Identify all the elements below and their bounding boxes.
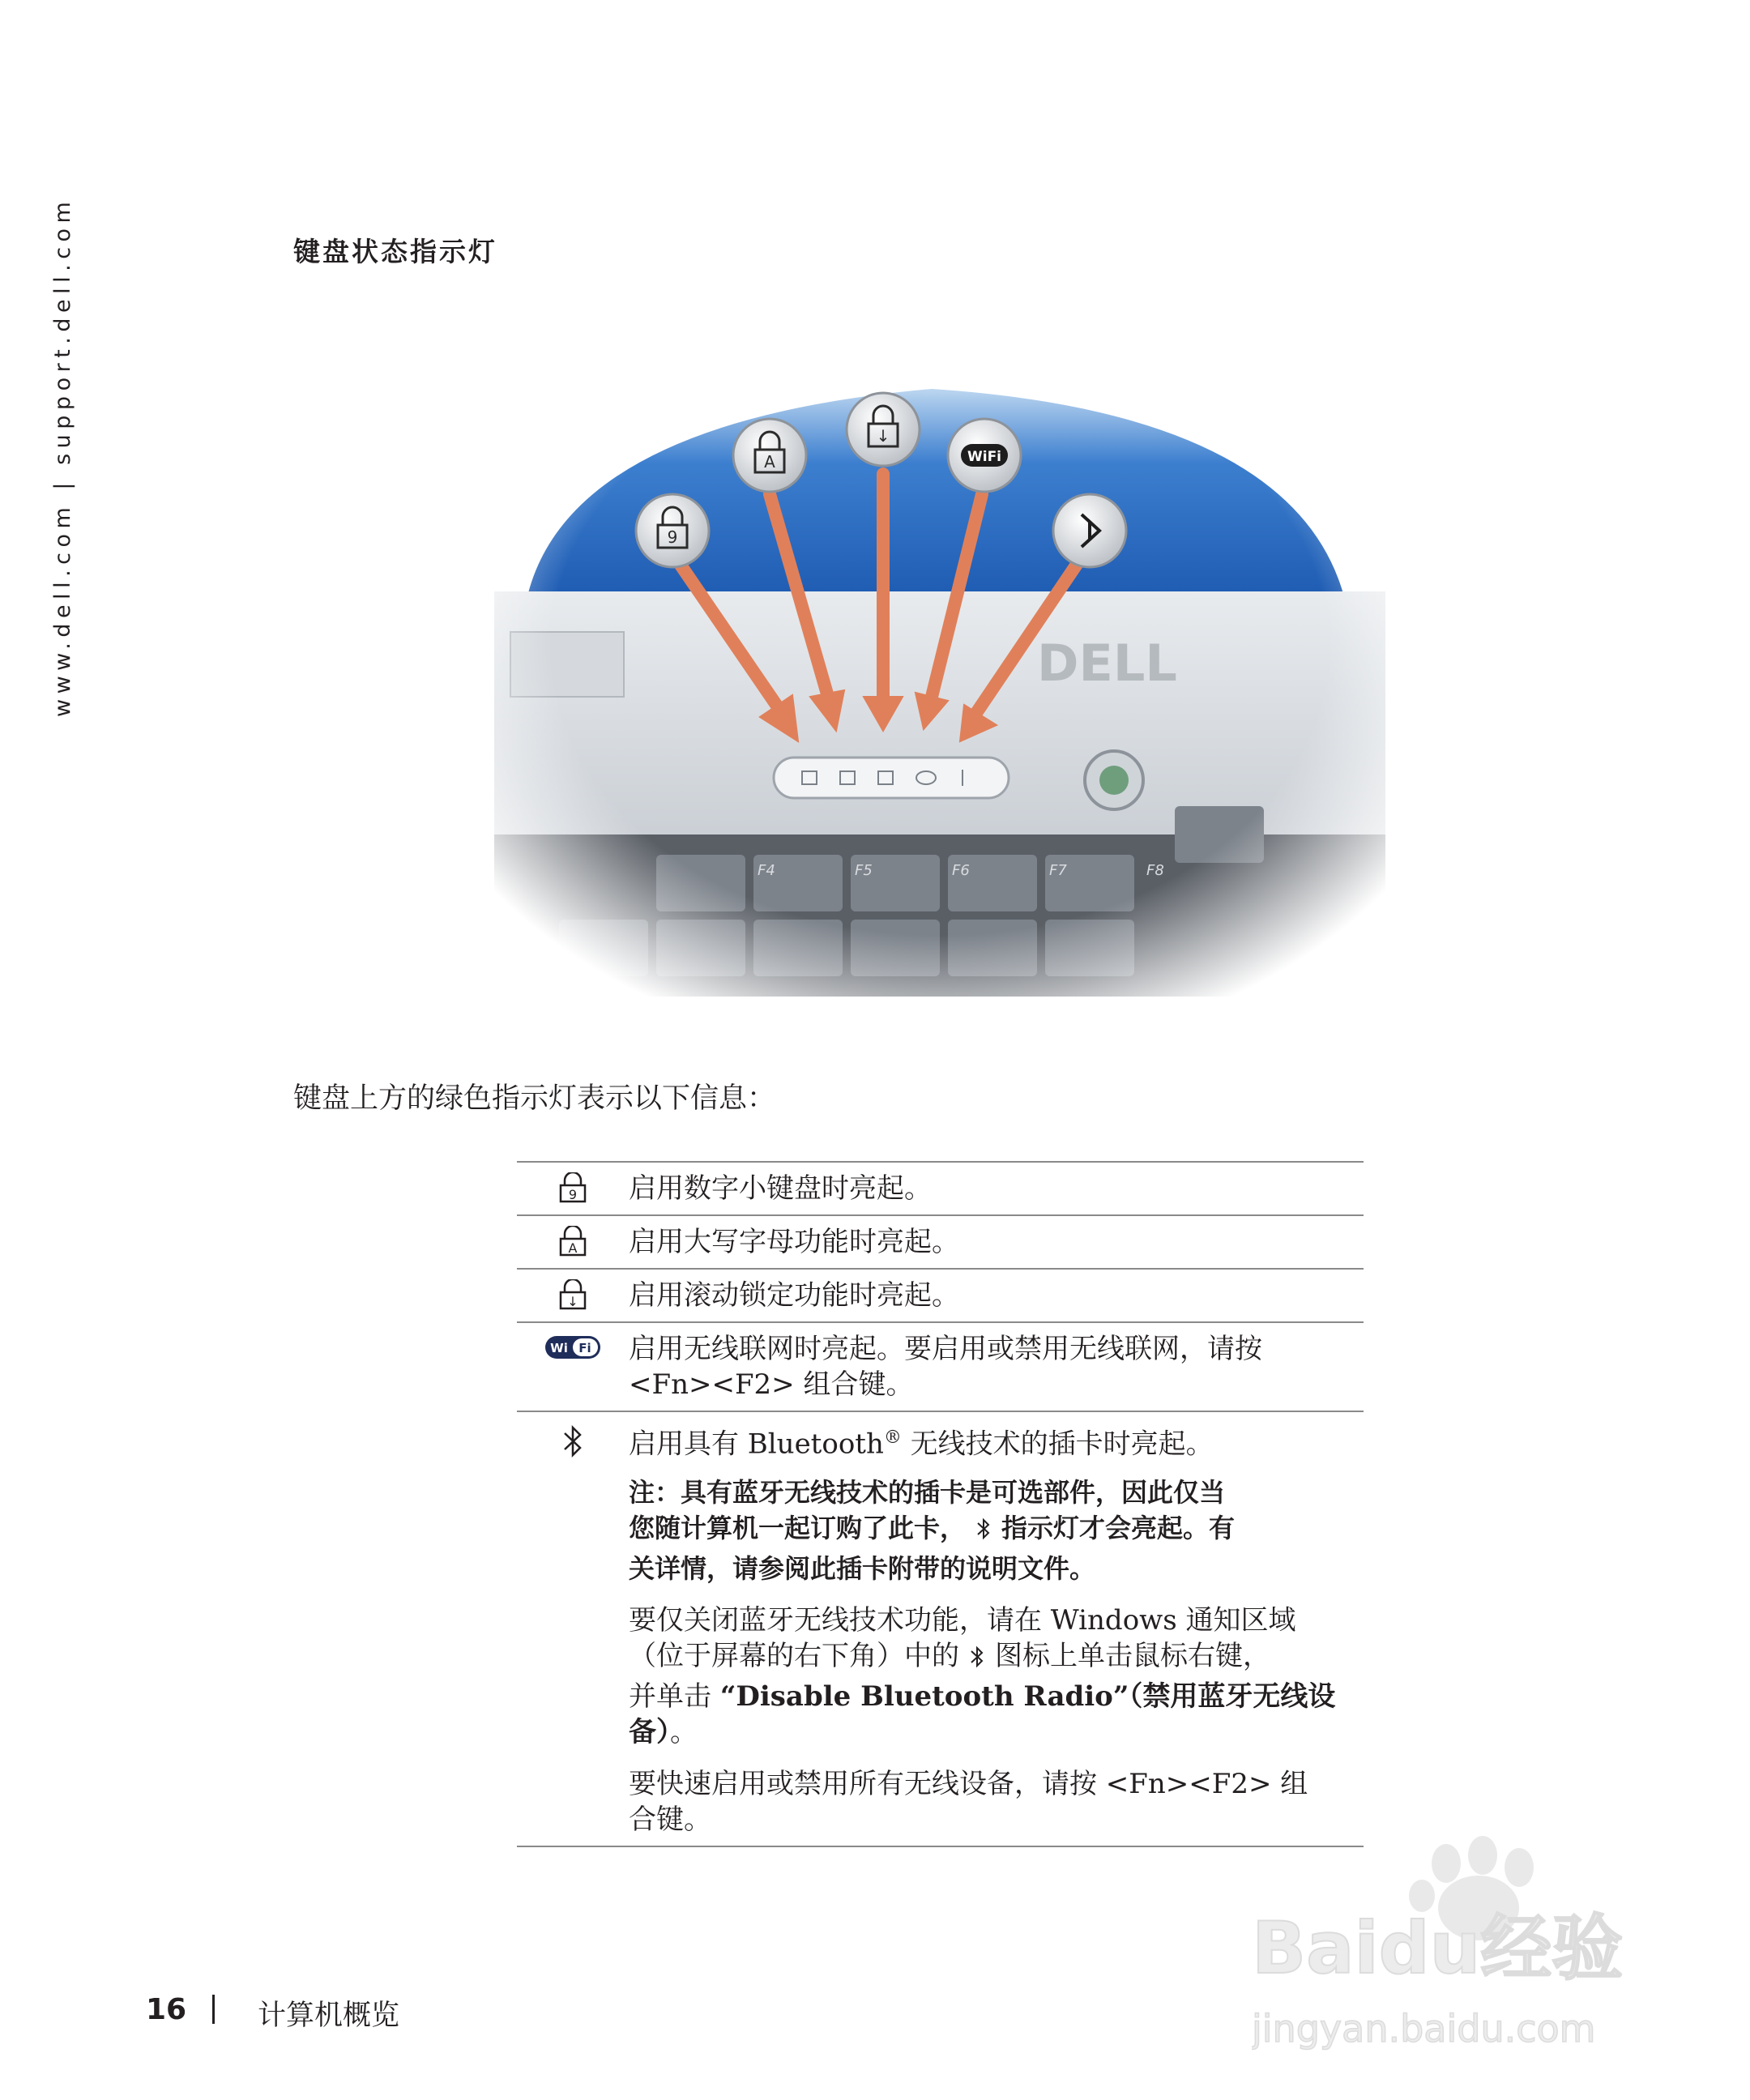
- table-row: [517, 1268, 1364, 1321]
- indicator-table: [517, 1161, 1364, 1847]
- wireless-shortcut-paragraph: 要快速启用或禁用所有无线设备，请按 <Fn><F2> 组 合键。: [629, 1768, 1308, 1837]
- svg-text:↓: ↓: [876, 426, 890, 446]
- svg-text:Wi: Wi: [550, 1341, 568, 1355]
- row-text: 启用数字小键盘时亮起。: [629, 1172, 932, 1205]
- row-text: 启用无线联网时亮起。要启用或禁用无线联网，请按: [629, 1333, 1262, 1365]
- chapter-title: 计算机概览: [258, 2000, 400, 2032]
- table-row: [517, 1161, 1364, 1214]
- page-number: 16: [146, 1993, 187, 2026]
- svg-text:A: A: [568, 1240, 578, 1256]
- scroll-lock-icon: [517, 1270, 629, 1321]
- note-label: 注：: [629, 1477, 681, 1509]
- keyboard-lights-illustration: [478, 356, 1402, 1045]
- bluetooth-icon: [517, 1412, 629, 1846]
- section-title: 键盘状态指示灯: [293, 236, 497, 267]
- registered-mark: ®: [883, 1428, 902, 1448]
- svg-text:↓: ↓: [567, 1294, 578, 1309]
- svg-text:A: A: [764, 452, 775, 472]
- intro-text: 键盘上方的绿色指示灯表示以下信息：: [293, 1082, 776, 1115]
- num-lock-icon: [517, 1163, 629, 1214]
- table-row: [517, 1321, 1364, 1411]
- caps-lock-icon: [517, 1216, 629, 1268]
- side-url-text: www.dell.com | support.dell.com: [50, 196, 75, 717]
- row-text: 启用滚动锁定功能时亮起。: [629, 1279, 959, 1312]
- svg-text:Baidu经验: Baidu经验: [1252, 1906, 1624, 1990]
- bluetooth-icon: [975, 1515, 992, 1551]
- note: 注：具有蓝牙无线技术的插卡是可选部件，因此仅当 您随计算机一起订购了此卡， 指示灯才会亮起。有 关详情，请参阅此插卡附带的说明文件。: [629, 1477, 1236, 1585]
- svg-text:Fi: Fi: [578, 1341, 591, 1355]
- svg-text:jingyan.baidu.com: jingyan.baidu.com: [1252, 2007, 1596, 2051]
- svg-text:9: 9: [568, 1187, 578, 1202]
- row-text: 启用大写字母功能时亮起。: [629, 1226, 959, 1258]
- footer-divider: [212, 1995, 215, 2024]
- row-text-cont: <Fn><F2> 组合键。: [629, 1368, 914, 1401]
- svg-text:9: 9: [667, 527, 678, 547]
- row-text: 启用具有 Bluetooth® 无线技术的插卡时亮起。: [629, 1428, 1214, 1461]
- bluetooth-disable-paragraph: 要仅关闭蓝牙无线技术功能，请在 Windows 通知区域 （位于屏幕的右下角）中的 图标上单击鼠标右键， 并单击 “Disable Bluetooth Radio”（禁用蓝牙无线设 备）。: [629, 1604, 1336, 1749]
- bluetooth-icon: [969, 1643, 985, 1679]
- table-row: [517, 1214, 1364, 1268]
- wifi-icon: [517, 1323, 629, 1411]
- table-row: [517, 1411, 1364, 1847]
- svg-text:WiFi: WiFi: [967, 449, 1002, 465]
- baidu-watermark: [1252, 1831, 1673, 2074]
- menu-command: “Disable Bluetooth Radio”（禁用蓝牙无线设: [719, 1680, 1336, 1714]
